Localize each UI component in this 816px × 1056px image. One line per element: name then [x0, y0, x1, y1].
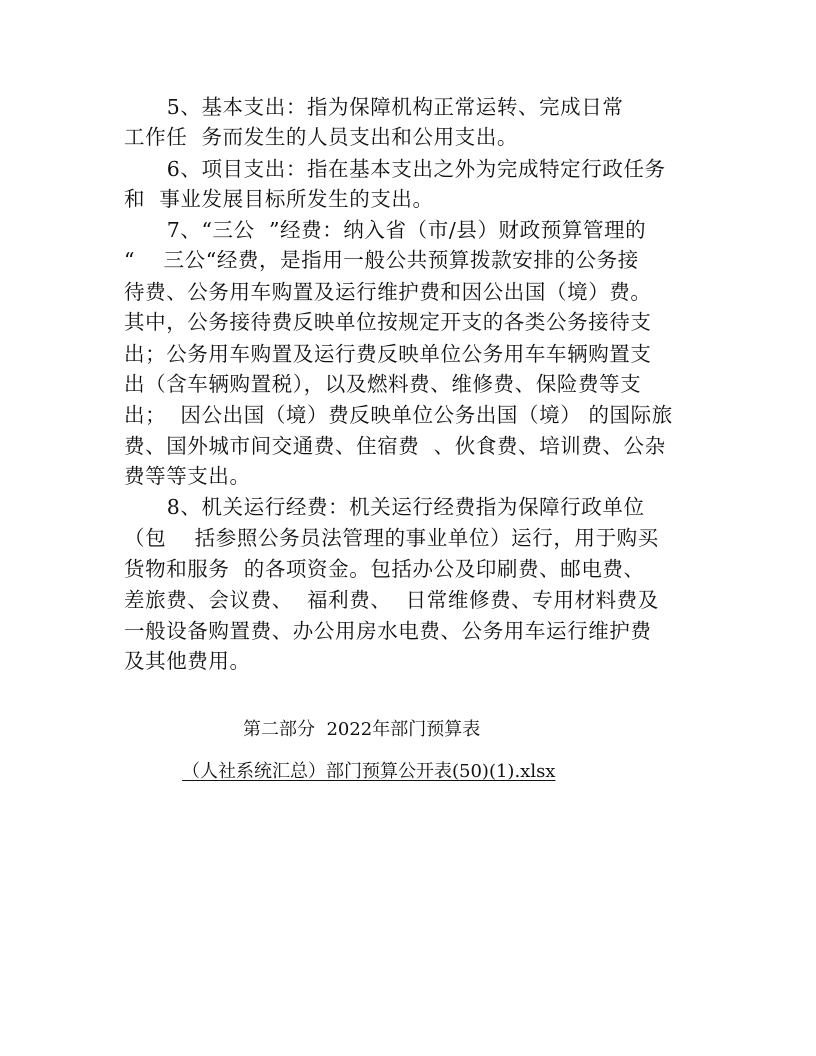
paragraph-line: 出； 因公出国（境）费反映单位公务出国（境） 的国际旅 [124, 403, 673, 427]
paragraph-line: 差旅费、会议费、 福利费、 日常维修费、专用材料费及 [124, 588, 659, 612]
paragraph-line: （包 括参照公务员法管理的事业单位）运行，用于购买 [124, 526, 659, 550]
paragraph-line: 出；公务用车购置及运行费反映单位公务用车车辆购置支 [124, 342, 652, 366]
paragraph-line: 及其他费用。 [124, 649, 251, 673]
paragraph-line: 一般设备购置费、办公用房水电费、公务用车运行维护费 [124, 619, 652, 643]
paragraph-line: 5、基本支出：指为保障机构正常运转、完成日常 [124, 95, 624, 119]
section-heading: 第二部分 2022年部门预算表 [243, 719, 481, 740]
paragraph-line: “ 三公“经费，是指用一般公共预算拨款安排的公务接 [124, 248, 639, 272]
paragraph-line: 费、国外城市间交通费、住宿费 、伙食费、培训费、公杂 [124, 434, 666, 458]
paragraph-line: 出（含车辆购置税），以及燃料费、维修费、保险费等支 [124, 372, 642, 396]
paragraph-line: 待费、公务用车购置及运行维护费和因公出国（境）费。 [124, 280, 652, 304]
paragraph-line: 工作任 务而发生的人员支出和公用支出。 [124, 125, 519, 149]
paragraph-line: 6、项目支出：指在基本支出之外为完成特定行政任务 [124, 157, 666, 181]
paragraph-line: 费等等支出。 [124, 464, 251, 488]
paragraph-line: 和 事业发展目标所发生的支出。 [124, 187, 434, 211]
paragraph-line: 其中，公务接待费反映单位按规定开支的各类公务接待支 [124, 310, 652, 334]
attachment-link[interactable]: （人社系统汇总）部门预算公开表(50)(1).xlsx [182, 761, 556, 782]
paragraph-line: 货物和服务 的各项资金。包括办公及印刷费、邮电费、 [124, 557, 645, 581]
paragraph-line: 7、“三公 ”经费：纳入省（市/县）财政预算管理的 [124, 218, 647, 242]
paragraph-line: 8、机关运行经费：机关运行经费指为保障行政单位 [124, 495, 645, 519]
